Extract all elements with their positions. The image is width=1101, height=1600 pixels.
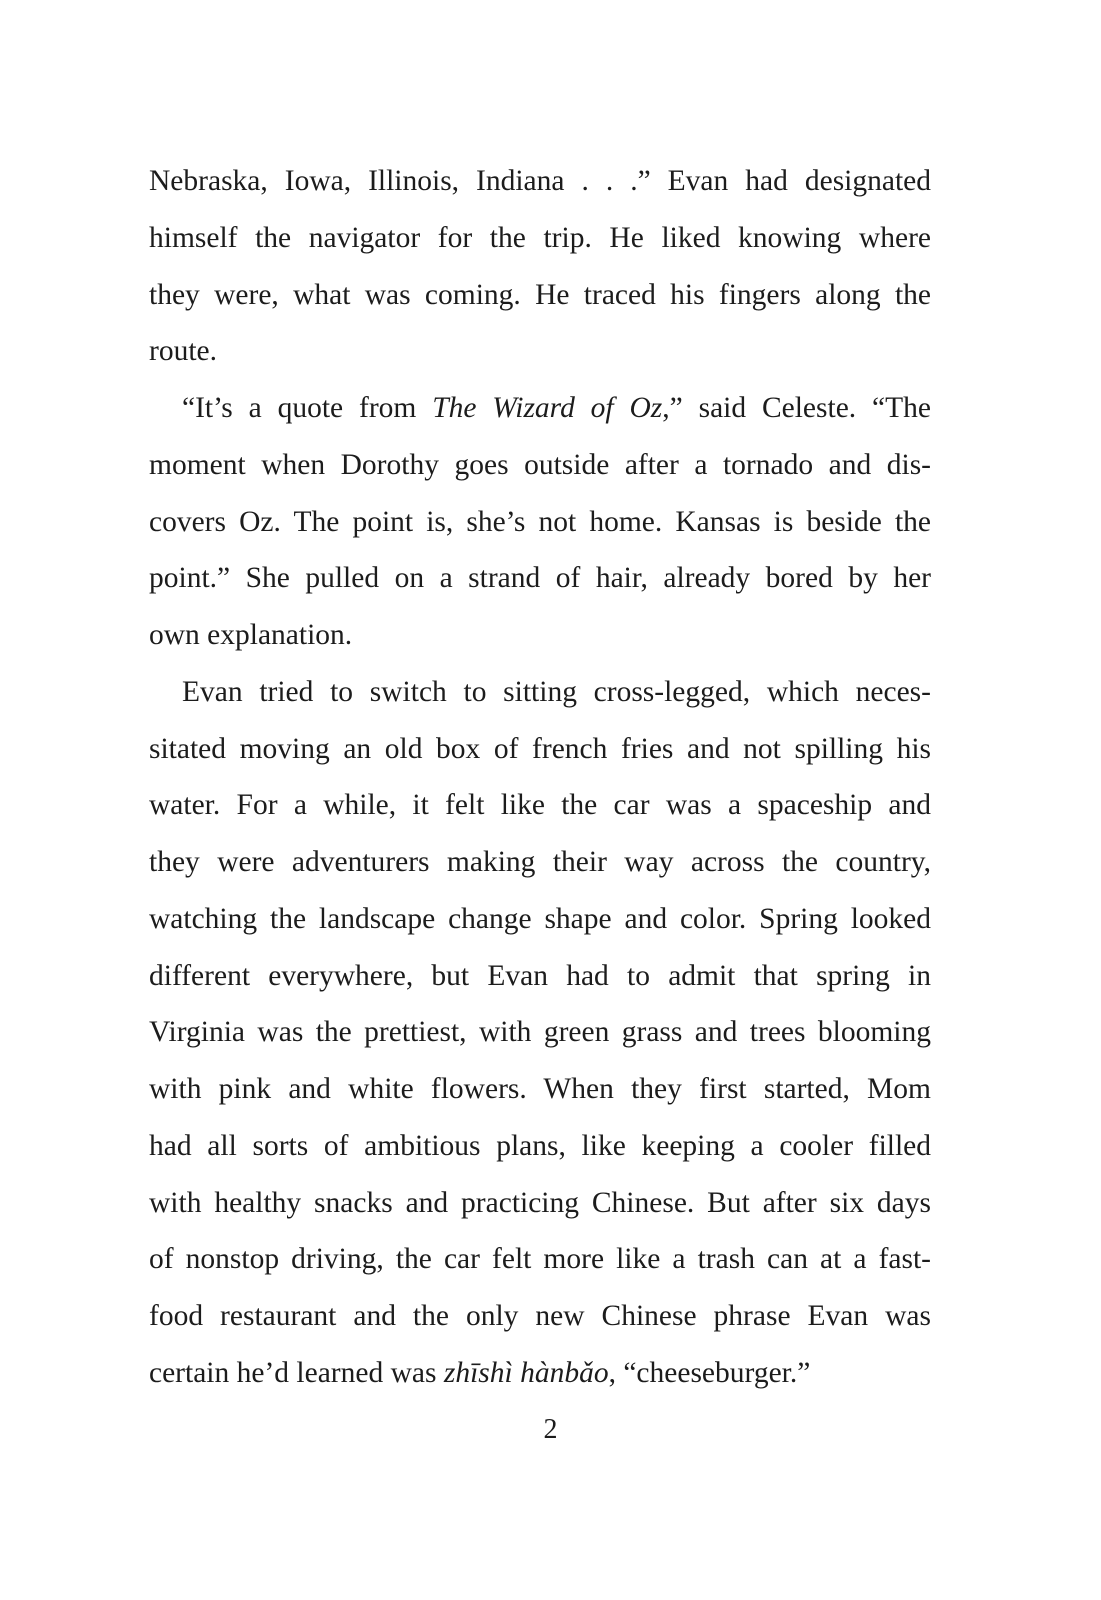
- text-line: they were, what was coming. He traced his fingers along the: [149, 278, 931, 311]
- text-line: different everywhere, but Evan had to admit that spring in: [149, 959, 931, 992]
- text-line: watching the landscape change shape and color. Spring looked: [149, 902, 931, 935]
- text-line: Nebraska, Iowa, Illinois, Indiana . . .” Evan had designated: [149, 165, 931, 197]
- text-line: sitated moving an old box of french fries and not spilling his: [149, 732, 931, 765]
- chinese-phrase: zhīshì hànbǎo: [443, 1356, 609, 1389]
- text-line: covers Oz. The point is, she’s not home. Kansas is beside the: [149, 505, 931, 538]
- text-line: food restaurant and the only new Chinese phrase Evan was: [149, 1300, 931, 1332]
- paragraph-start-line: “It’s a quote from The Wizard of Oz,” said Celeste. “The: [182, 392, 931, 424]
- text-line: point.” She pulled on a strand of hair, already bored by her: [149, 562, 931, 595]
- text-line: himself the navigator for the trip. He liked knowing where: [149, 221, 931, 254]
- text-line: they were adventurers making their way across the country,: [149, 846, 931, 878]
- paragraph-start-line: Evan tried to switch to sitting cross-legged, which neces-: [182, 675, 931, 708]
- book-title: The Wizard of Oz: [432, 392, 663, 424]
- text-line: Virginia was the prettiest, with green grass and trees blooming: [149, 1016, 931, 1049]
- text-line: had all sorts of ambitious plans, like keeping a cooler filled: [149, 1129, 931, 1162]
- text-line: of nonstop driving, the car felt more like a trash can at a fast-: [149, 1243, 931, 1276]
- text-line: with healthy snacks and practicing Chinese. But after six days: [149, 1186, 931, 1219]
- body-text: [149, 153, 931, 1402]
- page-number: 2: [543, 1414, 558, 1445]
- text-line: with pink and white flowers. When they first started, Mom: [149, 1073, 931, 1105]
- paragraph-end-line: route.: [149, 335, 217, 368]
- paragraph-end-line: own explanation.: [149, 619, 353, 651]
- paragraph-end-line: certain he’d learned was zhīshì hànbǎo, “cheeseburger.”: [149, 1356, 811, 1389]
- text-line: moment when Dorothy goes outside after a tornado and dis-: [149, 448, 931, 481]
- text-line: water. For a while, it felt like the car was a spaceship and: [149, 789, 931, 822]
